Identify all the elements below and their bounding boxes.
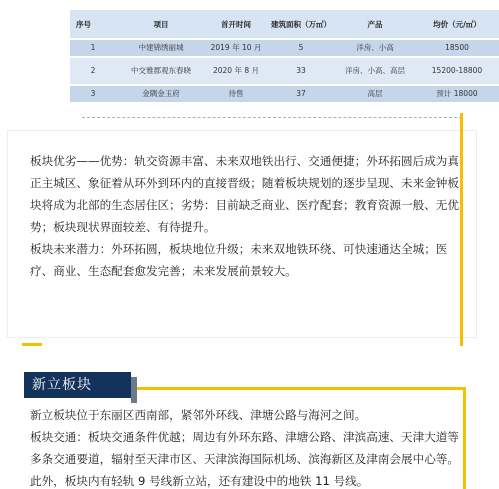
yellow-accent-corner bbox=[22, 343, 42, 346]
project-price-table bbox=[70, 8, 499, 104]
table-row bbox=[70, 40, 499, 56]
cell-product: 洋房、小高 bbox=[336, 40, 414, 56]
cell-price: 预计 18000 bbox=[414, 86, 499, 102]
header-index: 序号 bbox=[70, 10, 116, 38]
cell-open-date: 待售 bbox=[206, 86, 266, 102]
paragraph-pros-cons: 板块优劣——优势：轨交资源丰富、未来双地铁出行、交通便捷；外环拓圆后成为真正主城区、象征着从环外到环内的直接晋级；随着板块规划的逐步呈现、未来金钟板块将成为北部的生态居住区；劣势：目前缺乏商业、医疗配套；教育资源一般、无优势；板块现状界面较差、有待提升。 bbox=[30, 154, 459, 234]
cell-project: 金隅金玉府 bbox=[116, 86, 206, 102]
cell-area: 33 bbox=[266, 58, 336, 84]
cell-project: 中建锦绣丽城 bbox=[116, 40, 206, 56]
section-title: 新立板块 bbox=[24, 372, 131, 398]
paragraph-location: 新立板块位于东丽区西南部，紧邻外环线、津塘公路与海河之间。 bbox=[30, 408, 367, 422]
cell-product: 洋房、小高、高层 bbox=[336, 58, 414, 84]
cell-index: 1 bbox=[70, 40, 116, 56]
header-project: 项目 bbox=[116, 10, 206, 38]
cell-project: 中交雅郡观东春晓 bbox=[116, 58, 206, 84]
table-row bbox=[70, 86, 499, 102]
cell-price: 15200-18800 bbox=[414, 58, 499, 84]
cell-product: 高层 bbox=[336, 86, 414, 102]
cell-index: 2 bbox=[70, 58, 116, 84]
cell-open-date: 2020 年 8 月 bbox=[206, 58, 266, 84]
header-price: 均价（元/㎡） bbox=[414, 10, 499, 38]
section-xinli bbox=[30, 404, 470, 489]
header-open-date: 首开时间 bbox=[206, 10, 266, 38]
paragraph-transport: 板块交通：板块交通条件优越；周边有外环东路、津塘公路、津滨高速、天津大道等多条交通要道，辐射至天津市区、天津滨海国际机场、滨海新区及津南会展中心等。此外，板块内有轻轨 9 号线新立站，还有建设中的地铁 11 号线。 bbox=[30, 430, 459, 488]
header-product: 产品 bbox=[336, 10, 414, 38]
section-analysis bbox=[30, 150, 470, 282]
dashed-divider bbox=[82, 117, 462, 118]
table-header-row bbox=[70, 10, 499, 38]
project-table-wrapper bbox=[70, 8, 499, 106]
cell-area: 5 bbox=[266, 40, 336, 56]
cell-open-date: 2019 年 10 月 bbox=[206, 40, 266, 56]
cell-area: 37 bbox=[266, 86, 336, 102]
paragraph-potential: 板块未来潜力：外环拓圆，板块地位升级；未来双地铁环绕、可快速通达全城；医疗、商业、生态配套愈发完善；未来发展前景较大。 bbox=[30, 242, 448, 278]
yellow-accent-line bbox=[130, 387, 466, 390]
header-area: 建筑面积（万㎡） bbox=[266, 10, 336, 38]
cell-index: 3 bbox=[70, 86, 116, 102]
cell-price: 18500 bbox=[414, 40, 499, 56]
table-row bbox=[70, 58, 499, 84]
